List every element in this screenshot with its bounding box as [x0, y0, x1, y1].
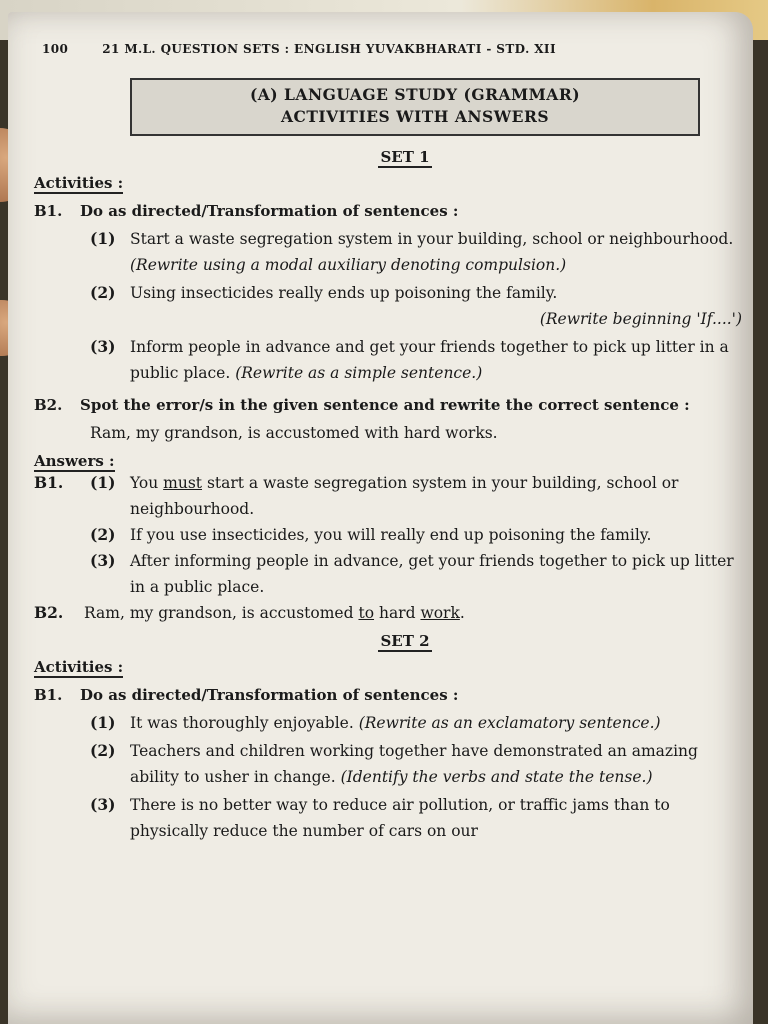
set-2-b1-item-1: (1) It was thoroughly enjoyable. (Rewrite as an exclamatory sentence.)	[90, 713, 661, 732]
answer-b2: B2. Ram, my grandson, is accustomed to hard work.	[34, 603, 465, 622]
set-2-b1-item-2: (2) Teachers and children working together have demonstrated an amazing ability to usher in change. (Identify the verbs and state the tense.)	[90, 741, 698, 786]
set-1-b2-heading: B2. Spot the error/s in the given sentence and rewrite the correct sentence :	[34, 396, 690, 414]
set-1-title: SET 1	[380, 148, 430, 166]
page-number: 100	[42, 42, 69, 56]
set-1-b1-heading: B1. Do as directed/Transformation of sentences :	[34, 202, 459, 220]
book-title: 21 M.L. QUESTION SETS : ENGLISH YUVAKBHARATI - STD. XII	[102, 42, 556, 56]
set-1-b2-sentence: Ram, my grandson, is accustomed with hard works.	[90, 424, 498, 442]
set-1-b1-item-2: (2) Using insecticides really ends up poisoning the family. (Rewrite beginning 'If....')	[90, 283, 742, 328]
answer-b1-2: (2) If you use insecticides, you will really end up poisoning the family.	[90, 525, 652, 544]
set-1-b1-item-3: (3) Inform people in advance and get your friends together to pick up litter in a public place. (Rewrite as a simple sentence.)	[90, 337, 729, 382]
section-title-line2: ACTIVITIES WITH ANSWERS	[280, 107, 550, 126]
set-2-b1-heading: B1. Do as directed/Transformation of sentences :	[34, 686, 459, 704]
answer-b1-3: (3) After informing people in advance, get your friends together to pick up litter in a public place.	[90, 551, 734, 596]
running-header	[42, 42, 746, 56]
answer-b1-1: B1. (1) You must start a waste segregation system in your building, school or neighbourhood.	[34, 473, 679, 518]
set-2-activities-heading: Activities :	[34, 658, 124, 676]
answers-heading: Answers :	[34, 452, 115, 470]
section-title-line1: (A) LANGUAGE STUDY (GRAMMAR)	[249, 85, 581, 104]
book-page	[8, 12, 753, 1024]
page-content	[34, 42, 746, 846]
section-title-box	[130, 78, 700, 136]
set-1-b1-item-1: (1) Start a waste segregation system in your building, school or neighbourhood. (Rewrite using a modal auxiliary denoting compulsion.)	[90, 229, 734, 274]
set-1-activities-heading: Activities :	[34, 174, 124, 192]
set-2-title: SET 2	[380, 632, 430, 650]
set-2-b1-item-3: (3) There is no better way to reduce air pollution, or traffic jams than to physically reduce the number of cars on our	[90, 795, 670, 840]
